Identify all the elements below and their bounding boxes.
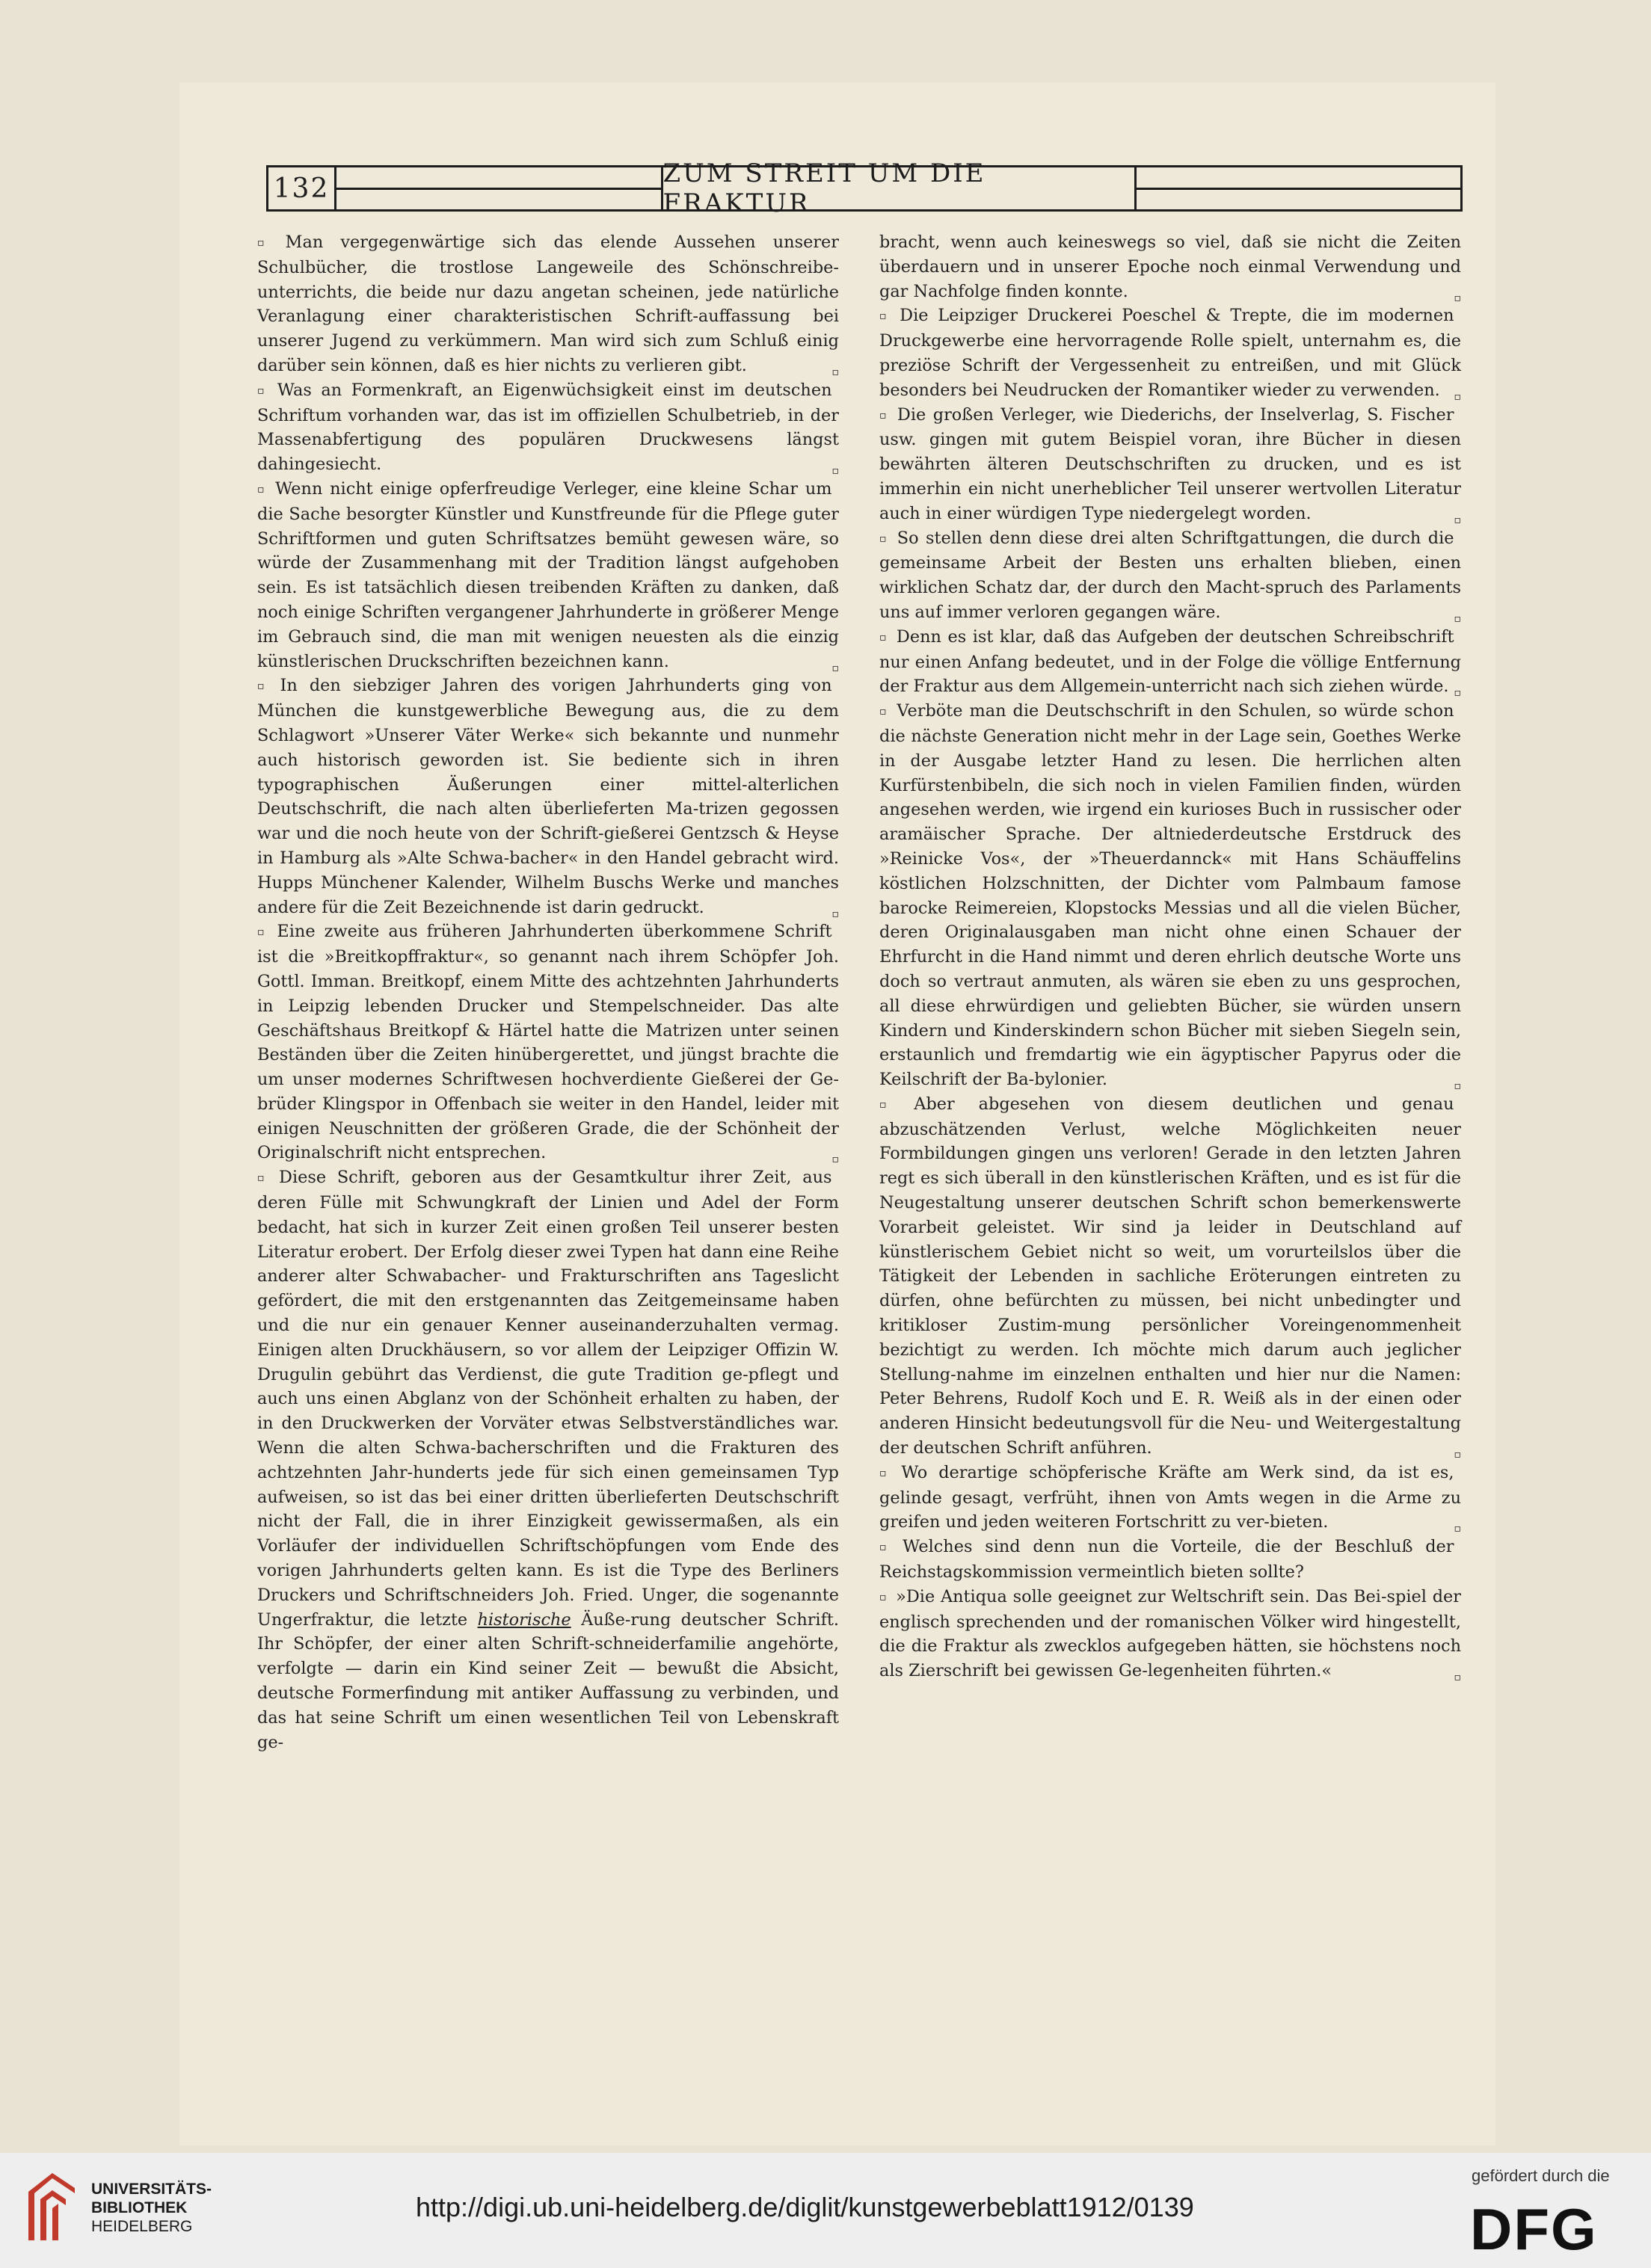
paragraph: ▫ So stellen denn diese drei alten Schriftgattungen, die durch die gemeinsame Arbeit der Besten uns erhalten blieben, einen wirklichen Schatz dar, der durch den Macht-spruch des Parlaments uns auf immer verloren gegangen wäre. ▫: [879, 528, 1461, 625]
university-library-logo-icon: [22, 2169, 81, 2244]
paragraph: ▫ Eine zweite aus früheren Jahrhunderten überkommene Schrift ist die »Breitkopffraktur«, so genannt nach ihrem Schöpfer Joh. Gottl. Imman. Breitkopf, einem Mitte des achtzehnten Jahrhunderts in Leipzig lebenden Drucker und Stempelschneider. Das alte Geschäftshaus Breitkopf & Härtel hatte die Matrizen unter seinen Beständen über die Zeiten hinübergerettet, und jüngst brachte die um unser modernes Schriftwesen hochverdiente Gießerei der Ge-brüder Klingspor in Offenbach sie weiter in den Handel, leider mit einigen Neuschnitten der größeren Grade, die der Schönheit der Originalschrift nicht entsprechen. ▫: [257, 922, 839, 1166]
text-column-right: [879, 230, 1461, 1690]
dfg-logo: DFG: [1470, 2196, 1598, 2262]
paragraph: ▫ Wenn nicht einige opferfreudige Verleger, eine kleine Schar um die Sache besorgter Künstler und Kunstfreunde für die Pflege guter Schriftformen und guten Schriftsatzes bemüht gewesen wäre, so würde der Zusammenhang mit der Tradition längst aufgehoben sein. Es ist tatsächlich diesen treibenden Kräften zu danken, daß noch einige Schriften vergangener Jahrhunderte in größerer Menge im Gebrauch sind, die man mit wenigen neuesten als die einzig künstlerischen Druckschriften bezeichnen kann. ▫: [257, 478, 839, 674]
paragraph: ▫ Verböte man die Deutschschrift in den Schulen, so würde schon die nächste Generation nicht mehr in der Lage sein, Goethes Werke in der Ausgabe letzter Hand zu lesen. Die herrlichen alten Kurfürstenbibeln, die sich noch in vielen Familien finden, würden angesehen werden, wie irgend ein kurioses Buch in russischer oder aramäischer Sprache. Der altniederdeutsche Erstdruck des »Reinicke Vos«, der »Theuerdannck« mit Hans Schäuffelins köstlichen Holzschnitten, der Dichter vom Palmbaum famose barocke Reimereien, Klopstocks Messias und all die vielen Bücher, deren Originalausgaben man nicht ohne einen Schauer der Ehrfurcht in die Hand nimmt und deren ehrlich deutsche Worte uns doch so vertraut anmuten, als wären sie eben zu uns gesprochen, all diese ehrwürdigen und geliebten Bücher, sie würden unsern Kindern und Kinderskindern schon Bücher mit sieben Siegeln sein, erstaunlich und fremdartig wie ein ägyptischer Papyrus oder die Keilschrift der Ba-bylonier. ▫: [879, 701, 1461, 1093]
paragraph: ▫ Diese Schrift, geboren aus der Gesamtkultur ihrer Zeit, aus deren Fülle mit Schwungkraft der Linien und Adel der Form bedacht, hat sich in kurzer Zeit einen großen Teil unserer besten Literatur erobert. Der Erfolg dieser zwei Typen hat dann eine Reihe anderer alter Schwabacher- und Frakturschriften ans Tageslicht gefördert, die mit den erstgenannten das Zeitgemeinsame haben und die nur ein genauer Kenner auseinanderzuhalten vermag. Einigen alten Druckhäusern, so vor allem der Leipziger Offizin W. Drugulin gebührt das Verdienst, die gute Tradition ge-pflegt und auch uns einen Abglanz von der Schönheit erhalten zu haben, der in den Druckwerken der Vorväter etwas Selbstverständliches war. Wenn die alten Schwa-bacherschriften und die Frakturen des achtzehnten Jahr-hunderts jede für sich einen gemeinsamen Typ aufweisen, so ist das bei einer dritten überlieferten Deutschschrift nicht der Fall, die in ihrer Einzigkeit gewissermaßen, als ein Vorläufer der individuellen Schriftschöpfungen vom Ende des vorigen Jahrhunderts gelten kann. Es ist die Type des Berliners Druckers und Schriftschneiders Joh. Fried. Unger, die sogenannte Ungerfraktur, die letzte historische Äuße-rung deutscher Schrift. Ihr Schöpfer, der einer alten Schrift-schneiderfamilie angehörte, verfolgte — darin ein Kind seiner Zeit — bewußt die Absicht, deutsche Formerfindung mit antiker Auffassung zu verbinden, und das hat seine Schrift um einen wesentlichen Teil von Lebenskraft ge-: [257, 1168, 840, 1752]
paragraph: ▫ In den siebziger Jahren des vorigen Jahrhunderts ging von München die kunstgewerbliche Bewegung aus, die zu dem Schlagwort »Unserer Väter Werke« sich bekannte und nunmehr auch historisch geworden ist. Sie bediente sich in ihren typographischen Äußerungen einer mittel-alterlichen Deutschschrift, die nach alten überlieferten Ma-trizen gegossen war und die noch heute von der Schrift-gießerei Gentzsch & Heyse in Hamburg als »Alte Schwa-bacher« in den Handel gebracht wird. Hupps Münchener Kalender, Wilhelm Buschs Werke und manches andere für die Zeit Bezeichnende ist darin gedruckt. ▫: [257, 676, 839, 920]
paragraph: ▫ Die großen Verleger, wie Diederichs, der Inselverlag, S. Fischer usw. gingen mit gutem Beispiel voran, ihre Bücher in diesen bewährten älteren Deutschschriften zu drucken, und es ist immerhin ein nicht unerheblicher Teil unserer wertvollen Literatur auch in einer würdigen Type niedergelegt worden. ▫: [879, 404, 1461, 526]
running-header: [266, 158, 1463, 218]
paragraph: ▫ Welches sind denn nun die Vorteile, die der Beschluß der Reichstagskommission vermeintlich bieten sollte?: [879, 1537, 1454, 1583]
paragraph: ▫ Wo derartige schöpferische Kräfte am Werk sind, da ist es, gelinde gesagt, verfrüht, ihnen von Amts wegen in die Arme zu greifen und jeden weiteren Fortschritt zu ver-bieten. ▫: [879, 1462, 1461, 1535]
paragraph: bracht, wenn auch keineswegs so viel, daß sie nicht die Zeiten überdauern und in unserer Epoche noch einmal Verwendung und gar Nachfolge finden konnte. ▫: [879, 232, 1461, 304]
paragraph: ▫ Was an Formenkraft, an Eigenwüchsigkeit einst im deutschen Schriftum vorhanden war, das ist im offiziellen Schulbetrieb, in der Massenabfertigung des populären Druckwesens längst dahingesiecht. ▫: [257, 380, 839, 478]
emphasis: historische: [477, 1609, 571, 1630]
paragraph: ▫ »Die Antiqua solle geeignet zur Weltschrift sein. Das Bei-spiel der englisch sprechenden und der romanischen Völker wird hingestellt, die die Fraktur als zwecklos aufgegeben hätten, sie höchstens noch als Zierschrift bei gewissen Ge-legenheiten führten.« ▫: [879, 1586, 1461, 1684]
header-rule-left: [336, 167, 661, 209]
paragraph: ▫ Die Leipziger Druckerei Poeschel & Trepte, die im modernen Druckgewerbe eine hervorragende Rolle spielt, unternahm es, die preziöse Schrift der Vergessenheit zu entreißen, und mit Glück besonders bei Neudrucken der Romantiker wieder zu verwenden. ▫: [879, 306, 1461, 403]
text-column-left: [257, 230, 839, 1754]
funded-by-label: gefördert durch die: [1472, 2166, 1610, 2185]
paragraph: ▫ Denn es ist klar, daß das Aufgeben der deutschen Schreibschrift nur einen Anfang bedeutet, und in der Folge die völlige Entfernung der Fraktur aus dem Allgemein-unterricht nach sich ziehen würde. ▫: [879, 626, 1461, 700]
paragraph: ▫ Man vergegenwärtige sich das elende Aussehen unserer Schulbücher, die trostlose Langeweile des Schönschreibe-unterrichts, die beide nur dazu angetan scheinen, jede natürliche Veranlagung einer charakteristischen Schrift-auffassung bei unserer Jugend zu verkümmern. Man wird sich zum Schluß einig darüber sein können, daß es hier nichts zu verlieren gibt. ▫: [257, 232, 839, 378]
header-rule-right: [1137, 167, 1461, 209]
digitization-footer: [0, 2153, 1651, 2268]
running-title: ZUM STREIT UM DIE FRAKTUR: [661, 167, 1137, 209]
library-name: UNIVERSITÄTS- BIBLIOTHEK HEIDELBERG: [91, 2181, 212, 2235]
page-number: 132: [266, 167, 336, 209]
paragraph: ▫ Aber abgesehen von diesem deutlichen und genau abzuschätzenden Verlust, welche Möglichkeiten neuer Formbildungen gingen uns verloren! Gerade in den letzten Jahren regt es sich überall in den künstlerischen Kräften, und es ist für die Neugestaltung unserer deutschen Schrift schon bemerkenswerte Vorarbeit geleistet. Wir sind ja leider in Deutschland auf künstlerischem Gebiet nicht so weit, um vorurteilslos über die Tätigkeit der Lebenden in sachliche Eröterungen eintreten zu dürfen, ohne befürchten zu müssen, bei nicht unbedingter und kritikloser Zustim-mung persönlicher Voreingenommenheit bezichtigt zu werden. Ich möchte mich darum auch jeglicher Stellung-nahme im einzelnen enthalten und hier nur die Namen: Peter Behrens, Rudolf Koch und E. R. Weiß als in der einen oder anderen Hinsicht bedeutungsvoll für die Neu- und Weitergestaltung der deutschen Schrift anführen. ▫: [879, 1094, 1461, 1461]
permalink[interactable]: http://digi.ub.uni-heidelberg.de/diglit/kunstgewerbeblatt1912/0139: [416, 2192, 1194, 2222]
